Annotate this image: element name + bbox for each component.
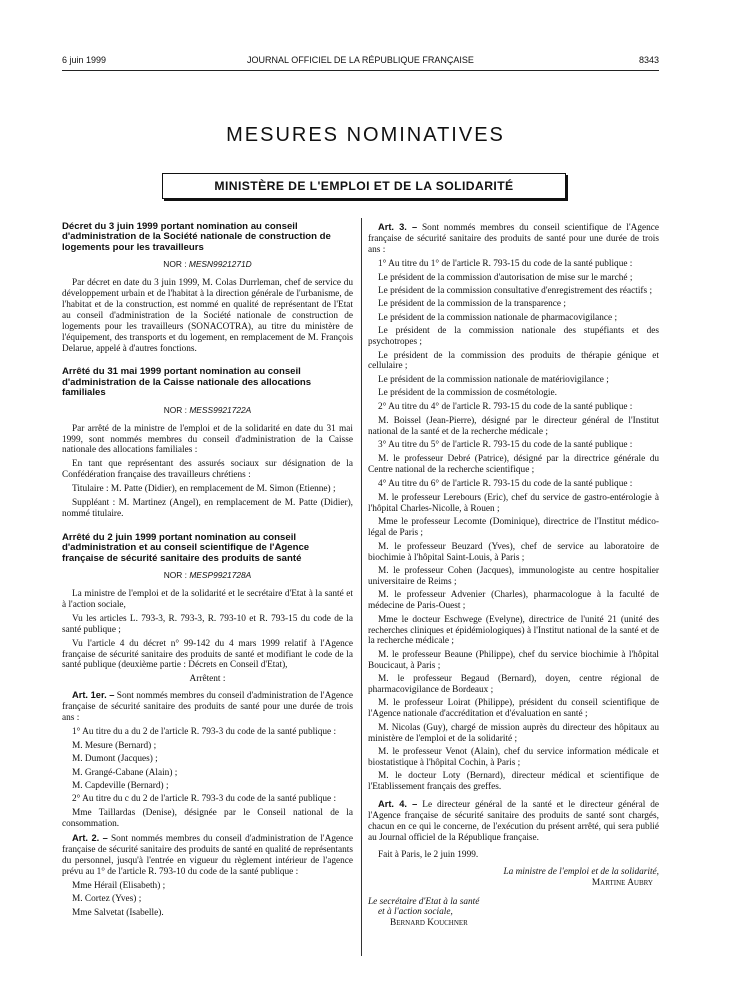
list-item: Le président de la commission consultative d'enregistrement des réactifs ;	[378, 286, 653, 297]
paragraph: Vu l'article 4 du décret n° 99-142 du 4 mars 1999 relatif à l'Agence française de sécurité sanitaire des produits de santé et modifiant le code de la santé publique (deuxième partie : Décrets en Conseil d'Etat),	[62, 638, 353, 671]
nor-reference: NOR : MESP9921728A	[163, 570, 252, 581]
column-divider	[361, 218, 362, 956]
header-page-number: 8343	[638, 55, 659, 65]
paragraph: Titulaire : M. Patte (Didier), en remplacement de M. Simon (Etienne) ;	[72, 484, 336, 495]
paragraph: Mme Taillardas (Denise), désignée par le Conseil national de la consommation.	[62, 808, 353, 830]
header-rule	[62, 70, 659, 71]
arretent: Arrêtent :	[189, 674, 226, 685]
paragraph: M. le professeur Debré (Patrice), désigné par la directrice générale du Centre national de la recherche scientifique ;	[368, 454, 659, 476]
subsection: 3° Au titre du 5° de l'article R. 793-15 du code de la santé publique :	[378, 440, 633, 451]
ministry-box: MINISTÈRE DE L'EMPLOI ET DE LA SOLIDARITÉ	[162, 173, 566, 199]
paragraph: En tant que représentant des assurés sociaux sur désignation de la Confédération française des travailleurs chrétiens :	[62, 459, 353, 481]
list-item: Mme le docteur Eschwege (Evelyne), directrice de l'unité 21 (unité des recherches cliniques et épidémiologiques) à l'Institut national de la santé et de la recherche médicale ;	[368, 614, 659, 647]
section-title: MESURES NOMINATIVES	[226, 124, 505, 146]
subsection: 2° Au titre du 4° de l'article R. 793-15 du code de la santé publique :	[378, 401, 633, 412]
subsection: 1° Au titre du a du 2 de l'article R. 793-3 du code de la santé publique :	[72, 726, 337, 737]
article-2: Art. 2. – Sont nommés membres du conseil d'administration de l'Agence française de sécurité sanitaire des produits de santé en qualité de représentants du personnel, jusqu'à l'entrée en vigueur du règlement intérieur de l'agence prévu au 1° de l'article R. 793-10 du code de la santé publique :	[62, 833, 353, 877]
list-item: Le président de la commission nationale des stupéfiants et des psychotropes ;	[368, 326, 659, 348]
signatory-name: Bernard Kouchner	[390, 918, 468, 929]
list-item: M. Capdeville (Bernard) ;	[72, 781, 169, 792]
list-item: M. le professeur Lerebours (Eric), chef du service de gastro-entérologie à l'hôpital Charles-Nicolle, à Rouen ;	[368, 493, 659, 514]
list-item: M. le professeur Beuzard (Yves), chef de service au laboratoire de biochimie à l'hôpital Saint-Louis, à Paris ;	[368, 541, 659, 563]
list-item: Le président de la commission nationale de matériovigilance ;	[378, 374, 609, 385]
order-title-afssaps: Arrêté du 2 juin 1999 portant nomination au conseil d'administration et au conseil scientifique de l'Agence française de sécurité sanitaire des produits de santé	[62, 531, 310, 564]
list-item: Le président de la commission nationale de pharmacovigilance ;	[378, 312, 618, 323]
article-3: Art. 3. – Sont nommés membres du conseil scientifique de l'Agence française de sécurité sanitaire des produits de santé pour une durée de trois ans :	[368, 222, 660, 255]
list-item: M. le professeur Cohen (Jacques), immunologiste au centre hospitalier universitaire de Reims ;	[368, 565, 659, 587]
signatory-role: et à l'action sociale,	[378, 907, 453, 918]
list-item: M. le professeur Venot (Alain), chef du service information médicale et biostatistique à l'hôpital Cochin, à Paris ;	[368, 747, 659, 768]
signatory-role: Le secrétaire d'Etat à la santé	[368, 896, 480, 907]
list-item: M. le docteur Loty (Bernard), directeur médical et scientifique de l'Etablissement français des greffes.	[368, 771, 659, 793]
list-item: M. Grangé-Cabane (Alain) ;	[72, 767, 178, 778]
signatory-name: Martine Aubry	[591, 877, 653, 888]
nor-reference: NOR : MESN9921271D	[163, 259, 252, 270]
article-1: Art. 1er. – Sont nommés membres du conseil d'administration de l'Agence française de sécurité sanitaire des produits de santé pour une durée de trois ans :	[62, 690, 353, 724]
list-item: M. le professeur Begaud (Bernard), doyen, centre régional de pharmacovigilance de Bordeaux ;	[368, 674, 659, 696]
paragraph: Vu les articles L. 793-3, R. 793-3, R. 793-10 et R. 793-15 du code de la santé publique ;	[62, 613, 353, 635]
list-item: M. le professeur Beaune (Philippe), chef du service biochimie à l'hôpital Boucicaut, à Paris ;	[368, 649, 659, 671]
subsection: 2° Au titre du c du 2 de l'article R. 793-3 du code de la santé publique :	[72, 794, 337, 805]
list-item: M. le professeur Loirat (Philippe), président du conseil scientifique de l'Agence nationale d'accréditation et d'évaluation en santé ;	[368, 698, 659, 720]
list-item: M. Mesure (Bernard) ;	[72, 740, 157, 751]
list-item: Le président de la commission d'autorisation de mise sur le marché ;	[378, 272, 633, 283]
decree-title: Décret du 3 juin 1999 portant nomination au conseil d'administration de la Société nationale de construction de logements pour les travailleurs	[62, 221, 331, 253]
list-item: M. Cortez (Yves) ;	[72, 894, 142, 905]
right-column	[368, 222, 659, 929]
subsection: 1° Au titre du 1° de l'article R. 793-15 du code de la santé publique :	[378, 258, 633, 269]
paragraph: Par arrêté de la ministre de l'emploi et de la solidarité en date du 31 mai 1999, sont nommés membres du conseil d'administration de la Caisse nationale des allocations familiales :	[62, 423, 353, 456]
article-4: Art. 4. – Le directeur général de la santé et le directeur général de l'Agence française de sécurité sanitaire des produits de santé sont chargés, chacun en ce qui le concerne, de l'exécution du présent arrêté, qui sera publié au Journal officiel de la République française.	[368, 799, 659, 843]
paragraph: Suppléant : M. Martinez (Angel), en remplacement de M. Patte (Didier), nommé titulaire.	[62, 498, 353, 519]
list-item: Le président de la commission des produits de thérapie génique et cellulaire ;	[368, 350, 659, 372]
list-item: M. Dumont (Jacques) ;	[72, 754, 158, 765]
paragraph: La ministre de l'emploi et de la solidarité et le secrétaire d'Etat à la santé et à l'action sociale,	[62, 588, 353, 610]
page-header	[62, 55, 659, 69]
order-title-caf: Arrêté du 31 mai 1999 portant nomination au conseil d'administration de la Caisse nationale des allocations familiales	[62, 366, 312, 399]
list-item: Mme le professeur Lecomte (Dominique), directrice de l'Institut médico-légal de Paris ;	[368, 517, 659, 539]
list-item: M. Nicolas (Guy), chargé de mission auprès du directeur des hôpitaux au ministère de l'emploi et de la solidarité ;	[368, 722, 659, 744]
signatory-role: La ministre de l'emploi et de la solidarité,	[503, 866, 659, 877]
signed-place-date: Fait à Paris, le 2 juin 1999.	[378, 849, 479, 860]
list-item: Le président de la commission de cosmétologie.	[378, 388, 557, 399]
list-item: M. le professeur Advenier (Charles), pharmacologue à la faculté de médecine de Paris-Ouest ;	[368, 590, 659, 612]
header-journal: JOURNAL OFFICIEL DE LA RÉPUBLIQUE FRANÇAISE	[247, 55, 474, 65]
header-date: 6 juin 1999	[62, 55, 107, 65]
list-item: Mme Hérail (Elisabeth) ;	[72, 880, 166, 891]
list-item: Le président de la commission de la transparence ;	[378, 299, 566, 310]
paragraph: M. Boissel (Jean-Pierre), désigné par le directeur général de l'Institut national de la santé et de la recherche médicale ;	[368, 415, 659, 437]
left-column	[62, 222, 353, 921]
nor-reference: NOR : MESS9921722A	[163, 404, 252, 415]
subsection: 4° Au titre du 6° de l'article R. 793-15 du code de la santé publique :	[378, 479, 633, 490]
decree-text: Par décret en date du 3 juin 1999, M. Colas Durrleman, chef de service du développement urbain et de l'habitat à la direction générale de l'urbanisme, de l'habitat et de la construction, est nommé en qualité de représentant de l'Etat au conseil d'administration de la Société nationale de construction de logements pour les travailleurs (SONACOTRA), au titre du ministère de l'équipement, des transports et du logement, en remplacement de M. François Delarue, appelé à d'autres fonctions.	[62, 278, 353, 354]
list-item: Mme Salvetat (Isabelle).	[72, 907, 164, 918]
